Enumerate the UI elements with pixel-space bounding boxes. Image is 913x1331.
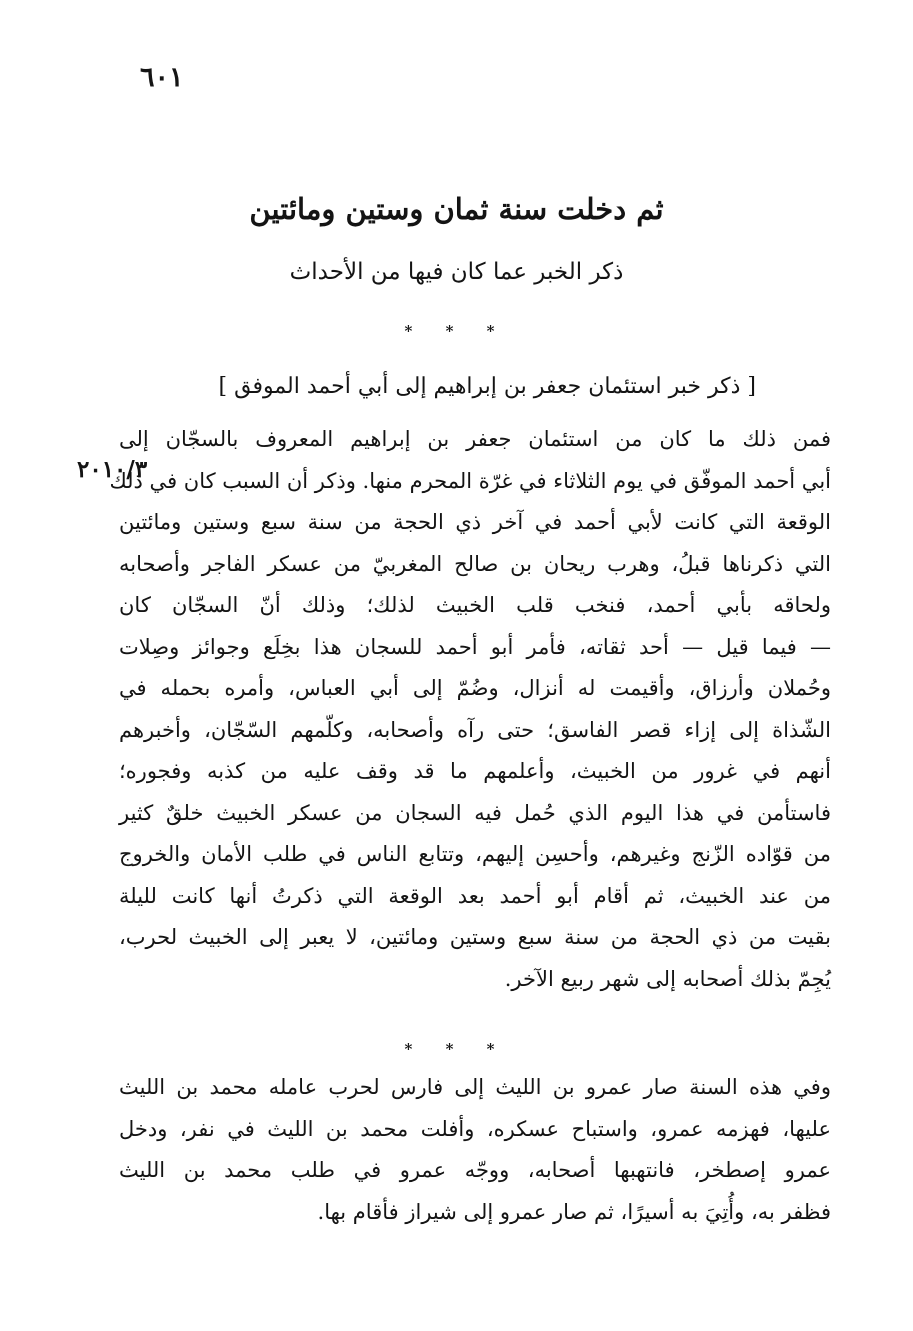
text-line: الوقعة التي كانت لأبي أحمد في آخر ذي الحجة من سنة سبع وستين ومائتين [119, 510, 831, 534]
text-line: من قوّاده الزّنج وغيرهم، وأحسِن إليهم، وتتابع الناس في طلب الأمان والخروج [119, 842, 831, 866]
margin-reference-number: ٢٠١٠/٣ [77, 456, 148, 483]
text-line: عليها، فهزمه عمرو، واستباح عسكره، وأفلت محمد بن الليث في نفر، ودخل [119, 1116, 831, 1141]
text-line: فمن ذلك ما كان من استئمان جعفر بن إبراهيم المعروف بالسجّان إلى [119, 427, 831, 451]
text-line: أنهم في غرور من الخبيث، وأعلمهم ما قد وقف عليه من كذبه وفجوره؛ [119, 759, 831, 783]
chapter-heading: ثم دخلت سنة ثمان وستين ومائتين [249, 192, 664, 226]
text-line: — فيما قيل — أحد ثقاته، فأمر أبو أحمد للسجان هذا بخِلَع وجوائز وصِلات [119, 634, 831, 659]
text-line: عمرو إصطخر، فانتهبها أصحابه، ووجّه عمرو في طلب محمد بن الليث [119, 1158, 831, 1182]
text-line: وحُملان وأرزاق، وأقيمت له أنزال، وضُمّ إلى أبي العباس، وأمره بحمله في [119, 676, 831, 700]
text-line: يُجِمّ بذلك أصحابه إلى شهر ربيع الآخر. [504, 966, 831, 991]
text-line: التي ذكرناها قبلُ، وهرب ريحان بن صالح المغربيّ من عسكر الفاجر وأصحابه [119, 551, 831, 576]
text-line: أبي أحمد الموفّق في يوم الثلاثاء في غرّة المحرم منها. وذكر أن السبب كان في ذلك [109, 468, 831, 493]
text-line: من عند الخبيث، ثم أقام أبو أحمد بعد الوقعة التي ذكرتُ أنها كانت لليلة [119, 883, 831, 908]
section-title: [ ذكر خبر استئمان جعفر بن إبراهيم إلى أبي أحمد الموفق ] [218, 374, 756, 399]
text-line: ولحاقه بأبي أحمد، فنخب قلب الخبيث لذلك؛ وذلك أنّ السجّان كان [119, 593, 831, 617]
paragraph-2 [119, 1067, 831, 1233]
text-line: الشّذاة إلى إزاء قصر الفاسق؛ حتى رآه وأصحابه، وكلّمهم السّجّان، وأخبرهم [119, 717, 831, 742]
page-number: ٦٠١ [140, 62, 184, 93]
text-line: فاستأمن في هذا اليوم الذي حُمل فيه السجان من عسكر الخبيث خلقٌ كثير [119, 800, 831, 825]
chapter-subheading: ذكر الخبر عما كان فيها من الأحداث [289, 259, 624, 285]
separator-stars: * * * [404, 322, 509, 340]
text-line: بقيت من ذي الحجة من سنة سبع وستين ومائتين، لا يعبر إلى الخبيث لحرب، [119, 925, 831, 949]
text-line: فظفر به، وأُتِيَ به أسيرًا، ثم صار عمرو إلى شيراز فأقام بها. [317, 1199, 831, 1224]
separator-stars: * * * [404, 1040, 509, 1058]
text-line: وفي هذه السنة صار عمرو بن الليث إلى فارس لحرب عامله محمد بن الليث [119, 1075, 831, 1099]
